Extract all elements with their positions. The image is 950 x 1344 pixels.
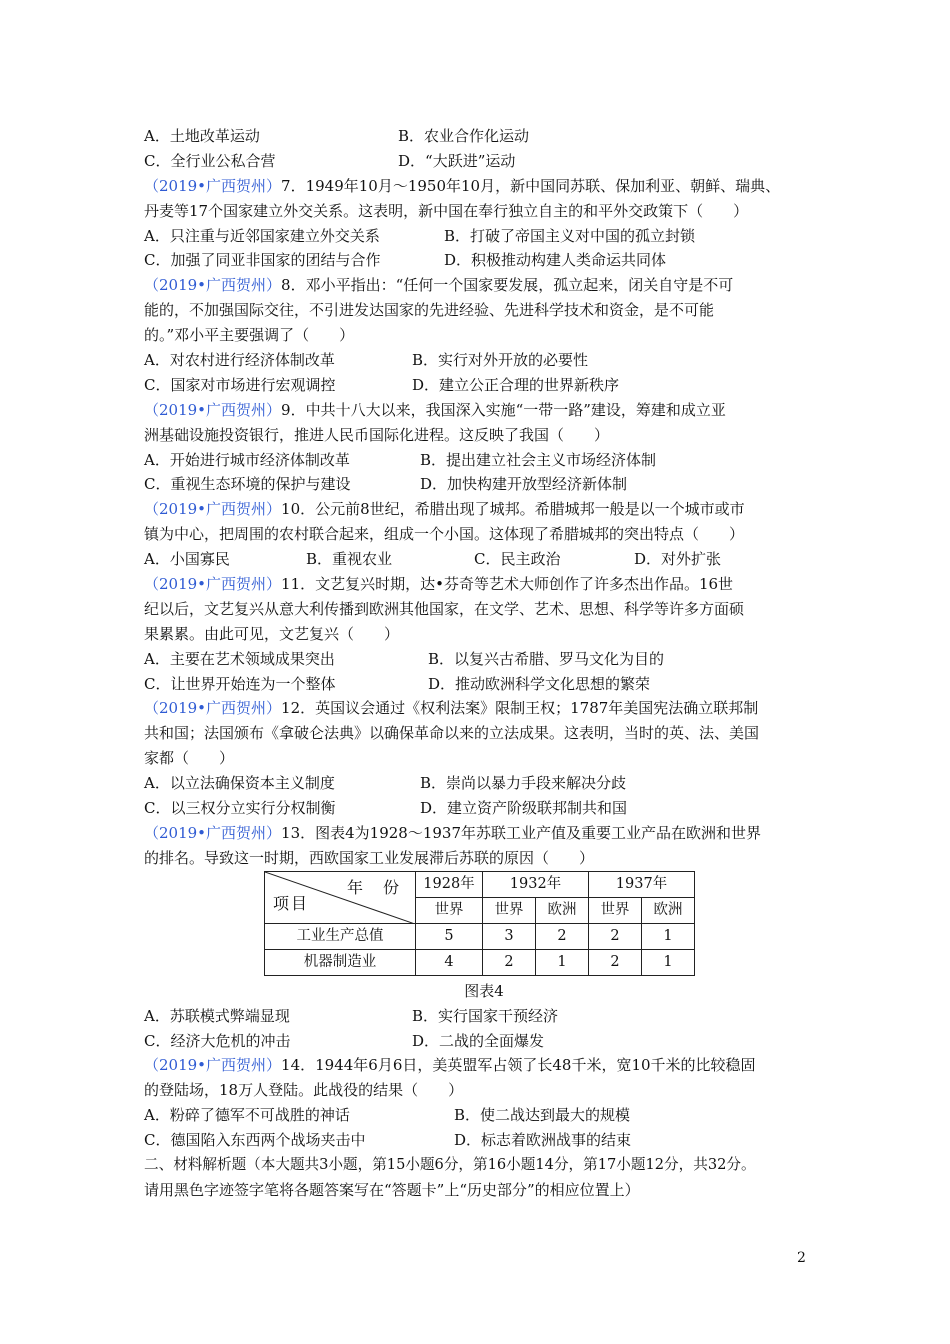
q12-option-d: D．建立资产阶级联邦制共和国 bbox=[420, 799, 628, 818]
q9-options-row1 bbox=[144, 448, 824, 473]
row-label: 机器制造业 bbox=[265, 949, 416, 975]
row-label: 工业生产总值 bbox=[265, 923, 416, 949]
sub-header: 欧洲 bbox=[536, 897, 589, 923]
q10-option-d: D．对外扩张 bbox=[634, 550, 722, 569]
q7-option-b: B．打破了帝国主义对中国的孤立封锁 bbox=[444, 226, 696, 245]
q10-options-row bbox=[144, 547, 824, 572]
q9-stem-line1 bbox=[144, 398, 824, 423]
q9-option-d: D．加快构建开放型经济新体制 bbox=[420, 475, 628, 494]
q12-options-row1 bbox=[144, 771, 824, 796]
table-cell: 2 bbox=[483, 949, 536, 975]
q7-stem-line2: 丹麦等17个国家建立外交关系。这表明，新中国在奉行独立自主的和平外交政策下（ ） bbox=[144, 201, 749, 220]
q13-options-row2 bbox=[144, 1029, 824, 1054]
q13-option-a: A．苏联模式弊端显现 bbox=[144, 1006, 290, 1025]
q9-text: 9．中共十八大以来，我国深入实施“一带一路”建设，筹建和成立亚 bbox=[281, 400, 726, 419]
q11-source: （2019•广西贺州） bbox=[144, 575, 282, 594]
q6-option-c: C．全行业公私合营 bbox=[144, 151, 276, 170]
table-cell: 5 bbox=[416, 923, 483, 949]
section2-heading-line1: 二、材料解析题（本大题共3小题，第15小题6分，第16小题14分，第17小题12分，共32分。 bbox=[144, 1155, 756, 1173]
table-cell: 1 bbox=[536, 949, 589, 975]
table-cell: 4 bbox=[416, 949, 483, 975]
q12-source: （2019•广西贺州） bbox=[144, 699, 282, 718]
q11-options-row2 bbox=[144, 672, 824, 697]
figure-4-caption: 图表4 bbox=[464, 981, 504, 1000]
q11-option-c: C．让世界开始连为一个整体 bbox=[144, 674, 336, 693]
q8-option-a: A．对农村进行经济体制改革 bbox=[144, 351, 335, 370]
q8-option-b: B．实行对外开放的必要性 bbox=[412, 351, 589, 370]
q8-stem-line1 bbox=[144, 273, 824, 298]
q10-stem-line1 bbox=[144, 497, 824, 522]
q14-options-row2 bbox=[144, 1128, 824, 1153]
sub-header: 世界 bbox=[483, 897, 536, 923]
q14-option-d: D．标志着欧洲战事的结束 bbox=[454, 1131, 632, 1150]
q13-option-c: C．经济大危机的冲击 bbox=[144, 1031, 291, 1050]
q13-source: （2019•广西贺州） bbox=[144, 823, 282, 842]
q11-stem-line2: 纪以后，文艺复兴从意大利传播到欧洲其他国家，在文学、艺术、思想、科学等许多方面硕 bbox=[144, 599, 745, 618]
q12-stem-line2: 共和国；法国颁布《拿破仑法典》以确保革命以来的立法成果。这表明，当时的英、法、美国 bbox=[144, 724, 760, 743]
corner-label-item: 项目 bbox=[273, 893, 310, 913]
page-number: 2 bbox=[797, 1250, 806, 1266]
q9-stem-line2: 洲基础设施投资银行，推进人民币国际化进程。这反映了我国（ ） bbox=[144, 425, 610, 444]
q9-option-a: A．开始进行城市经济体制改革 bbox=[144, 450, 350, 469]
table-cell: 2 bbox=[589, 949, 642, 975]
table-cell: 3 bbox=[483, 923, 536, 949]
q8-options-row1 bbox=[144, 348, 824, 373]
q7-options-row2 bbox=[144, 248, 824, 273]
q11-stem-line1 bbox=[144, 572, 824, 597]
q13-text: 13．图表4为1928～1937年苏联工业产值及重要工业产品在欧洲和世界 bbox=[281, 823, 762, 842]
q9-option-b: B．提出建立社会主义市场经济体制 bbox=[420, 450, 657, 469]
sub-header: 欧洲 bbox=[642, 897, 695, 923]
q14-source: （2019•广西贺州） bbox=[144, 1056, 282, 1075]
q14-option-c: C．德国陷入东西两个战场夹击中 bbox=[144, 1131, 366, 1150]
q11-option-d: D．推动欧洲科学文化思想的繁荣 bbox=[428, 674, 651, 693]
q13-options-row1 bbox=[144, 1004, 824, 1029]
q10-stem-line2: 镇为中心，把周围的农村联合起来，组成一个小国。这体现了希腊城邦的突出特点（ ） bbox=[144, 525, 745, 544]
q9-option-c: C．重视生态环境的保护与建设 bbox=[144, 475, 351, 494]
q9-source: （2019•广西贺州） bbox=[144, 400, 282, 419]
q12-text: 12．英国议会通过《权利法案》限制王权；1787年美国宪法确立联邦制 bbox=[281, 699, 759, 718]
q14-stem-line2: 的登陆场，18万人登陆。此战役的结果（ ） bbox=[144, 1081, 464, 1100]
sub-header: 世界 bbox=[589, 897, 642, 923]
q14-stem-line1 bbox=[144, 1053, 824, 1078]
q12-stem-line3: 家都（ ） bbox=[144, 749, 235, 768]
table-cell: 1 bbox=[642, 949, 695, 975]
q12-stem-line1 bbox=[144, 696, 824, 721]
year-1932: 1932年 bbox=[483, 871, 589, 897]
q11-option-a: A．主要在艺术领域成果突出 bbox=[144, 649, 335, 668]
q8-option-d: D．建立公正合理的世界新秩序 bbox=[412, 375, 620, 394]
table-row bbox=[265, 923, 695, 949]
q8-text: 8．邓小平指出：“任何一个国家要发展，孤立起来，闭关自守是不可 bbox=[281, 276, 734, 295]
q11-option-b: B．以复兴古希腊、罗马文化为目的 bbox=[428, 649, 665, 668]
table-cell: 1 bbox=[642, 923, 695, 949]
year-1928: 1928年 bbox=[416, 871, 483, 897]
q13-stem-line1 bbox=[144, 821, 824, 846]
q10-source: （2019•广西贺州） bbox=[144, 500, 282, 519]
q12-option-a: A．以立法确保资本主义制度 bbox=[144, 774, 335, 793]
q9-options-row2 bbox=[144, 472, 824, 497]
q6-options-row1 bbox=[144, 124, 824, 149]
q12-option-c: C．以三权分立实行分权制衡 bbox=[144, 799, 336, 818]
q10-option-c: C．民主政治 bbox=[474, 550, 561, 569]
q8-option-c: C．国家对市场进行宏观调控 bbox=[144, 375, 336, 394]
q12-options-row2 bbox=[144, 796, 824, 821]
q8-source: （2019•广西贺州） bbox=[144, 276, 282, 295]
section2-heading-line2: 请用黑色字迹签字笔将各题答案写在“答题卡”上“历史部分”的相应位置上） bbox=[144, 1180, 640, 1199]
q8-stem-line3: 的。”邓小平主要强调了（ ） bbox=[144, 326, 355, 345]
q10-option-a: A．小国寡民 bbox=[144, 550, 230, 569]
q7-option-c: C．加强了同亚非国家的团结与合作 bbox=[144, 251, 381, 270]
q14-option-b: B．使二战达到最大的规模 bbox=[454, 1106, 631, 1125]
q7-option-a: A．只注重与近邻国家建立外交关系 bbox=[144, 226, 380, 245]
q7-option-d: D．积极推动构建人类命运共同体 bbox=[444, 251, 667, 270]
corner-label-year: 年 份 bbox=[346, 877, 401, 897]
q7-text: 7．1949年10月～1950年10月，新中国同苏联、保加利亚、朝鲜、瑞典、 bbox=[281, 176, 781, 195]
q11-options-row1 bbox=[144, 647, 824, 672]
q6-options-row2 bbox=[144, 149, 824, 174]
q14-text: 14．1944年6月6日，美英盟军占领了长48千米，宽10千米的比较稳固 bbox=[281, 1056, 756, 1075]
q12-option-b: B．崇尚以暴力手段来解决分歧 bbox=[420, 774, 627, 793]
table-cell: 2 bbox=[536, 923, 589, 949]
document-page bbox=[144, 124, 824, 1203]
figure-4-table-wrap bbox=[144, 871, 824, 979]
figure-4-table bbox=[264, 871, 695, 976]
q6-option-b: B．农业合作化运动 bbox=[398, 127, 530, 145]
table-cell: 2 bbox=[589, 923, 642, 949]
q8-stem-line2: 能的，不加强国际交往，不引进发达国家的先进经验、先进科学技术和资金，是不可能 bbox=[144, 301, 715, 320]
sub-header: 世界 bbox=[416, 897, 483, 923]
table-corner-cell bbox=[265, 871, 416, 923]
q13-option-b: B．实行国家干预经济 bbox=[412, 1006, 559, 1025]
q6-option-d: D．“大跃进”运动 bbox=[398, 151, 516, 170]
q11-stem-line3: 果累累。由此可见，文艺复兴（ ） bbox=[144, 624, 400, 643]
year-1937: 1937年 bbox=[589, 871, 695, 897]
q6-option-a: A．土地改革运动 bbox=[144, 127, 260, 145]
q13-stem-line2: 的排名。导致这一时期，西欧国家工业发展滞后苏联的原因（ ） bbox=[144, 848, 595, 867]
q7-options-row1 bbox=[144, 224, 824, 249]
q8-options-row2 bbox=[144, 373, 824, 398]
q7-source: （2019•广西贺州） bbox=[144, 176, 282, 195]
q14-options-row1 bbox=[144, 1103, 824, 1128]
q11-text: 11．文艺复兴时期，达•芬奇等艺术大师创作了许多杰出作品。16世 bbox=[281, 575, 734, 594]
q14-option-a: A．粉碎了德军不可战胜的神话 bbox=[144, 1106, 350, 1125]
q10-option-b: B．重视农业 bbox=[306, 550, 393, 569]
q10-text: 10．公元前8世纪，希腊出现了城邦。希腊城邦一般是以一个城市或市 bbox=[281, 500, 745, 519]
q7-stem-line1 bbox=[144, 174, 824, 199]
table-row bbox=[265, 949, 695, 975]
q13-option-d: D．二战的全面爆发 bbox=[412, 1031, 545, 1050]
